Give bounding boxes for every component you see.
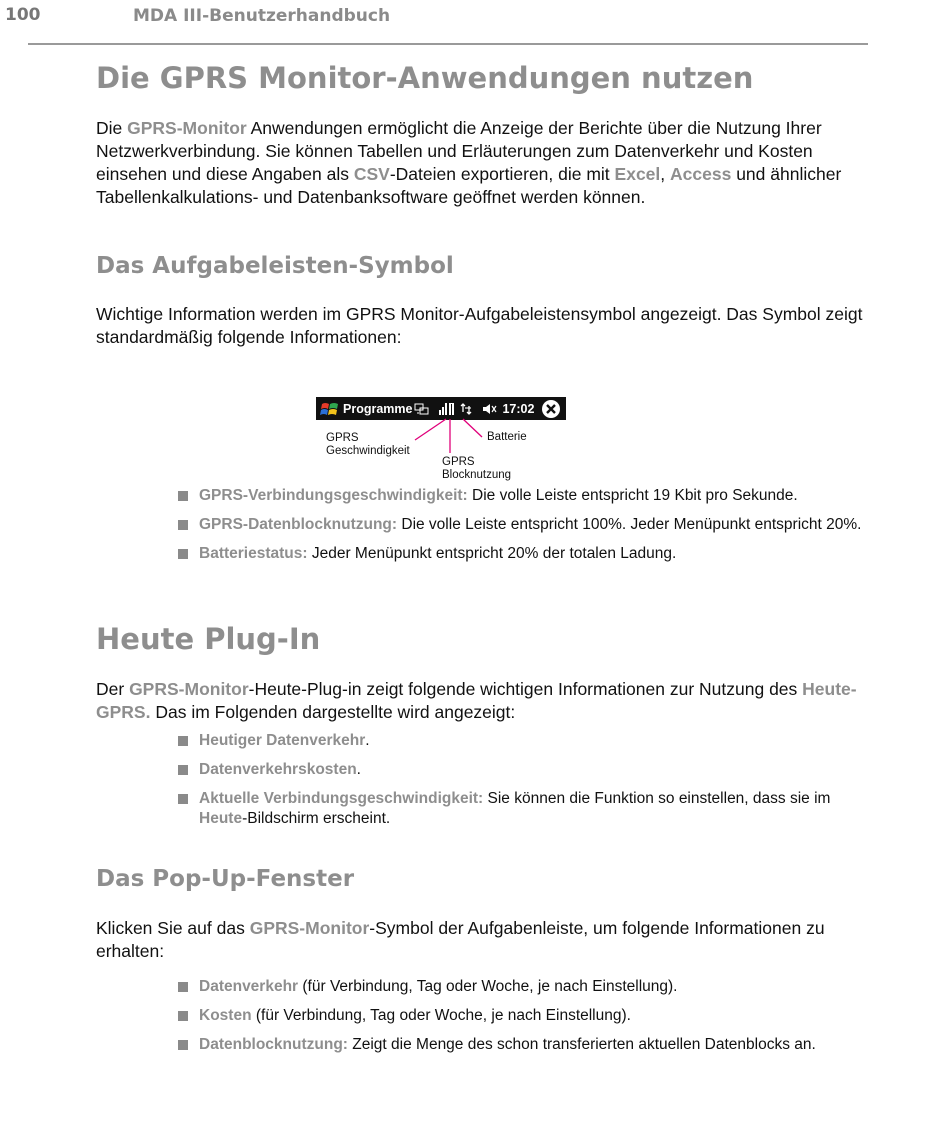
list-item <box>178 1006 870 1026</box>
list-text: Die volle Leiste entspricht 100%. Jeder Menüpunkt entspricht 20%. <box>397 516 862 533</box>
annotation-line: GPRS <box>442 456 475 468</box>
annotation-line: GPRS <box>326 432 359 444</box>
text-run: Der <box>96 679 130 699</box>
network-connection-icon <box>414 402 430 416</box>
gprs-bars-icon <box>438 402 456 416</box>
list-text: . <box>356 761 361 778</box>
list-term: Kosten <box>199 1007 252 1024</box>
annotation-gprs-block <box>442 456 511 482</box>
annotation-battery: Batterie <box>487 431 527 443</box>
list-item <box>178 515 870 535</box>
list-text: Jeder Menüpunkt entspricht 20% der totalen Ladung. <box>307 545 677 562</box>
list-term: Datenverkehr <box>199 978 299 995</box>
text-run: Klicken Sie auf das <box>96 918 250 938</box>
highlight-gprs-monitor: GPRS-Monitor <box>249 918 370 938</box>
annotation-gprs-speed <box>326 432 410 458</box>
list-text: Zeigt die Menge des schon transferierten aktuellen Datenblocks an. <box>347 1036 816 1053</box>
intro-paragraph <box>96 117 871 209</box>
text-run: Das im Folgenden dargestellte wird angezeigt: <box>150 702 516 722</box>
highlight-excel: Excel <box>614 164 661 184</box>
text-run: Die <box>96 118 128 138</box>
bullet-square <box>178 982 188 992</box>
list-term: Batteriestatus: <box>199 545 308 562</box>
text-run: -Symbol der Aufgabenleiste, um folgende Informationen zu erhalten: <box>96 918 825 961</box>
list-text: Die volle Leiste entspricht 19 Kbit pro Sekunde. <box>467 487 798 504</box>
list-item <box>178 760 870 780</box>
text-run: -Dateien exportieren, die mit <box>389 164 615 184</box>
running-header-title: MDA III-Benutzerhandbuch <box>133 6 391 26</box>
list-item <box>178 544 870 564</box>
list-term: Datenverkehrskosten <box>199 761 357 778</box>
page-number: 100 <box>5 5 41 25</box>
start-menu-label: Programme <box>343 401 413 416</box>
list-item <box>178 1035 870 1055</box>
list-text: (für Verbindung, Tag oder Woche, je nach Einstellung). <box>298 978 678 995</box>
annotation-line: Geschwindigkeit <box>326 445 410 457</box>
list-term: GPRS-Verbindungsgeschwindigkeit: <box>199 487 468 504</box>
text-run: Anwendungen ermöglicht die Anzeige der Berichte über die Nutzung Ihrer Netzwerkverbindung. Sie können Tabellen und Erläuterungen zum Datenverkehr und Kosten einsehen und diese Angaben als <box>96 118 822 184</box>
list-term: Heute <box>199 810 243 827</box>
list-text: Sie können die Funktion so einstellen, dass sie im <box>483 790 831 807</box>
bullet-square <box>178 549 188 559</box>
speaker-icon <box>482 402 498 416</box>
text-run: und ähnlicher Tabellenkalkulations- und Datenbanksoftware geöffnet werden können. <box>96 164 842 207</box>
bullet-square <box>178 491 188 501</box>
section-title-popup-window: Das Pop-Up-Fenster <box>96 866 355 892</box>
list-item <box>178 486 870 506</box>
leader-line-speed <box>415 419 446 440</box>
bullet-square <box>178 520 188 530</box>
list-text: (für Verbindung, Tag oder Woche, je nach Einstellung). <box>251 1007 631 1024</box>
bullet-square <box>178 1040 188 1050</box>
list-term: Datenblocknutzung: <box>199 1036 348 1053</box>
list-text: -Bildschirm erscheint. <box>242 810 391 827</box>
text-run: , <box>660 164 671 184</box>
highlight-gprs-monitor: GPRS-Monitor <box>129 679 249 699</box>
taskbar-screenshot <box>316 397 566 420</box>
annotation-line: Blocknutzung <box>442 469 512 481</box>
taskbar-paragraph: Wichtige Information werden im GPRS Monitor-Aufgabeleistensymbol angezeigt. Das Symbol zeigt standardmäßig folgende Informationen: <box>96 304 863 347</box>
highlight-gprs-monitor: GPRS-Monitor <box>127 118 247 138</box>
gprs-arrows-icon <box>460 402 474 416</box>
leader-line-battery <box>463 419 482 437</box>
taskbar-bullet-list <box>178 486 870 573</box>
bullet-square <box>178 794 188 804</box>
header-rule <box>28 43 868 45</box>
section-title-taskbar-symbol: Das Aufgabeleisten-Symbol <box>96 253 454 279</box>
clock-label: 17:02 <box>502 401 535 416</box>
bullet-square <box>178 1011 188 1021</box>
list-item <box>178 731 870 751</box>
list-term: Heutiger Datenverkehr <box>199 732 366 749</box>
text-run: -Heute-Plug-in zeigt folgende wichtigen Informationen zur Nutzung des <box>248 679 803 699</box>
heute-bullet-list <box>178 731 870 838</box>
highlight-access: Access <box>670 164 732 184</box>
popup-paragraph <box>96 917 871 963</box>
windows-flag-icon <box>320 401 340 417</box>
section-title-heute-plugin: Heute Plug-In <box>96 622 321 656</box>
bullet-square <box>178 736 188 746</box>
popup-bullet-list <box>178 977 870 1064</box>
highlight-heute-gprs: Heute-GPRS. <box>96 679 857 722</box>
list-text: . <box>365 732 370 749</box>
close-icon <box>541 399 561 419</box>
highlight-csv: CSV <box>353 164 390 184</box>
list-term: GPRS-Datenblocknutzung: <box>199 516 398 533</box>
section-title-gprs-monitor: Die GPRS Monitor-Anwendungen nutzen <box>96 61 754 95</box>
heute-paragraph <box>96 678 871 724</box>
bullet-square <box>178 765 188 775</box>
list-item <box>178 789 870 829</box>
list-term: Aktuelle Verbindungsgeschwindigkeit: <box>199 790 484 807</box>
list-item <box>178 977 870 997</box>
